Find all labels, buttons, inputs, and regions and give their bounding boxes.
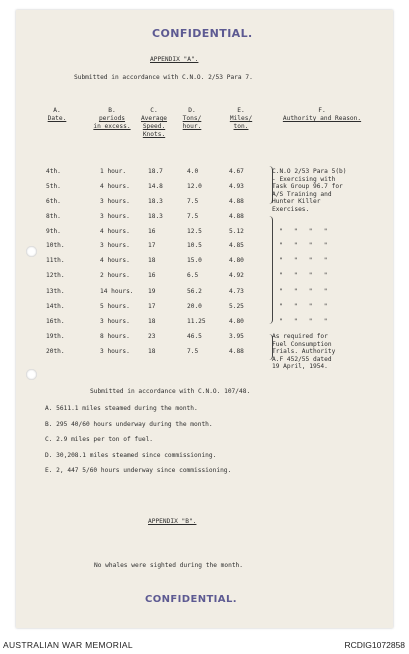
appendix-b-title: APPENDIX "B".	[148, 518, 197, 525]
column-label: Knots.	[142, 131, 166, 138]
column-label: ton.	[233, 123, 249, 130]
column-header	[84, 107, 140, 131]
ditto-line: " " " "	[279, 272, 328, 279]
cell-speed: 18	[148, 257, 156, 264]
column-letter: C.	[150, 107, 158, 114]
summary-intro: Submitted in accordance with C.N.O. 107/48.	[90, 388, 251, 395]
cell-date: 12th.	[46, 272, 65, 279]
cell-date: 20th.	[46, 348, 65, 355]
cell-miles: 4.80	[229, 257, 244, 264]
cell-miles: 4.93	[229, 183, 244, 190]
cell-date: 11th.	[46, 257, 65, 264]
punch-hole	[26, 246, 37, 257]
cell-speed: 17	[148, 303, 156, 310]
authority-line: As required for	[272, 333, 328, 340]
cell-miles: 5.12	[229, 228, 244, 235]
column-header	[40, 107, 74, 123]
column-letter: F.	[318, 107, 326, 114]
cell-speed: 14.8	[148, 183, 163, 190]
summary-item: C. 2.9 miles per ton of fuel.	[45, 436, 154, 443]
authority-line: Exercises.	[272, 205, 310, 213]
authority-line: C.N.O 2/53 Para 5(b)	[272, 168, 347, 175]
cell-speed: 18	[148, 348, 156, 355]
cell-speed: 16	[148, 272, 156, 279]
cell-periods: 3 hours.	[100, 198, 130, 205]
ditto-line: " " " "	[279, 228, 328, 235]
brace	[268, 216, 273, 324]
summary-item: E. 2, 447 5/60 hours underway since commissioning.	[45, 467, 232, 474]
column-label: Date.	[47, 115, 67, 122]
cell-date: 9th.	[46, 228, 61, 235]
cell-miles: 4.88	[229, 348, 244, 355]
column-label: in excess.	[93, 123, 131, 130]
appendix-a-title: APPENDIX "A".	[150, 56, 199, 63]
cell-periods: 4 hours.	[100, 228, 130, 235]
cell-periods: 3 hours.	[100, 242, 130, 249]
cell-periods: 4 hours.	[100, 257, 130, 264]
column-header	[136, 107, 172, 139]
cell-tons: 56.2	[187, 288, 202, 295]
column-letter: E.	[237, 107, 245, 114]
authority-line: A/S Training and	[272, 190, 332, 198]
cell-date: 10th.	[46, 242, 65, 249]
cell-tons: 7.5	[187, 198, 199, 205]
cell-miles: 4.67	[229, 168, 244, 175]
cell-date: 14th.	[46, 303, 65, 310]
authority-line: Fuel Consumption	[272, 340, 332, 348]
cell-tons: 4.0	[187, 168, 199, 175]
column-label: Miles/	[229, 115, 253, 122]
cell-periods: 3 hours.	[100, 318, 130, 325]
cell-miles: 4.88	[229, 213, 244, 220]
column-letter: B.	[108, 107, 116, 114]
cell-tons: 12.0	[187, 183, 202, 190]
cell-speed: 18.3	[148, 198, 163, 205]
cell-miles: 4.88	[229, 198, 244, 205]
cell-date: 5th.	[46, 183, 61, 190]
column-label: Average	[140, 115, 168, 122]
archive-footer	[0, 636, 409, 654]
ditto-line: " " " "	[279, 303, 328, 310]
cell-tons: 15.0	[187, 257, 202, 264]
cell-periods: 3 hours.	[100, 348, 130, 355]
archive-name: AUSTRALIAN WAR MEMORIAL	[3, 640, 133, 650]
column-letter: A.	[53, 107, 61, 114]
column-header	[177, 107, 207, 131]
cell-speed: 19	[148, 288, 156, 295]
summary-item: A. 5611.1 miles steamed during the month.	[45, 405, 198, 412]
cell-date: 13th.	[46, 288, 65, 295]
cell-miles: 4.92	[229, 272, 244, 279]
confidential-stamp-bottom: CONFIDENTIAL.	[145, 594, 237, 605]
cell-tons: 6.5	[187, 272, 199, 279]
cell-periods: 8 hours.	[100, 333, 130, 340]
cell-periods: 5 hours.	[100, 303, 130, 310]
cell-speed: 23	[148, 333, 156, 340]
cell-miles: 4.85	[229, 242, 244, 249]
column-label: Tons/	[182, 115, 202, 122]
column-header	[223, 107, 259, 131]
cell-tons: 11.25	[187, 318, 206, 325]
column-label: Speed.	[142, 123, 166, 130]
cell-periods: 14 hours.	[100, 288, 134, 295]
ditto-line: " " " "	[279, 288, 328, 295]
appendix-a-intro: Submitted in accordance with C.N.O. 2/53 Para 7.	[74, 74, 253, 81]
cell-periods: 2 hours.	[100, 272, 130, 279]
cell-speed: 18.3	[148, 213, 163, 220]
archive-id: RCDIG1072858	[344, 640, 405, 650]
confidential-stamp-top: CONFIDENTIAL.	[152, 27, 253, 40]
cell-speed: 18	[148, 318, 156, 325]
cell-periods: 1 hour.	[100, 168, 127, 175]
cell-tons: 46.5	[187, 333, 202, 340]
cell-date: 4th.	[46, 168, 61, 175]
ditto-line: " " " "	[279, 318, 328, 325]
cell-tons: 7.5	[187, 348, 199, 355]
cell-tons: 20.0	[187, 303, 202, 310]
authority-line: Task Group 96.7 for	[272, 183, 343, 190]
column-label: hour.	[182, 123, 202, 130]
authority-line: Hunter Killer	[272, 198, 321, 205]
cell-tons: 7.5	[187, 213, 199, 220]
cell-miles: 4.80	[229, 318, 244, 325]
cell-miles: 5.25	[229, 303, 244, 310]
ditto-line: " " " "	[279, 242, 328, 249]
authority-line: Trials. Authority	[272, 348, 336, 355]
authority-line: - Exercising with	[272, 175, 336, 183]
column-label: Authority and Reason.	[282, 115, 362, 122]
cell-date: 6th.	[46, 198, 61, 205]
column-letter: D.	[188, 107, 196, 114]
cell-speed: 16	[148, 228, 156, 235]
cell-date: 8th.	[46, 213, 61, 220]
column-header	[262, 107, 382, 123]
cell-tons: 12.5	[187, 228, 202, 235]
cell-miles: 4.73	[229, 288, 244, 295]
punch-hole	[26, 369, 37, 380]
column-label: periods	[98, 115, 126, 122]
authority-line: A.F 452/55 dated	[272, 355, 332, 363]
cell-date: 16th.	[46, 318, 65, 325]
cell-miles: 3.95	[229, 333, 244, 340]
ditto-line: " " " "	[279, 257, 328, 264]
cell-periods: 4 hours.	[100, 183, 130, 190]
cell-periods: 3 hours.	[100, 213, 130, 220]
cell-date: 19th.	[46, 333, 65, 340]
authority-line: 19 April, 1954.	[272, 363, 328, 370]
summary-item: D. 30,208.1 miles steamed since commissioning.	[45, 452, 217, 459]
cell-speed: 17	[148, 242, 156, 249]
summary-item: B. 295 40/60 hours underway during the month.	[45, 421, 213, 428]
cell-speed: 18.7	[148, 168, 163, 175]
appendix-b-text: No whales were sighted during the month.	[94, 562, 244, 569]
cell-tons: 10.5	[187, 242, 202, 249]
